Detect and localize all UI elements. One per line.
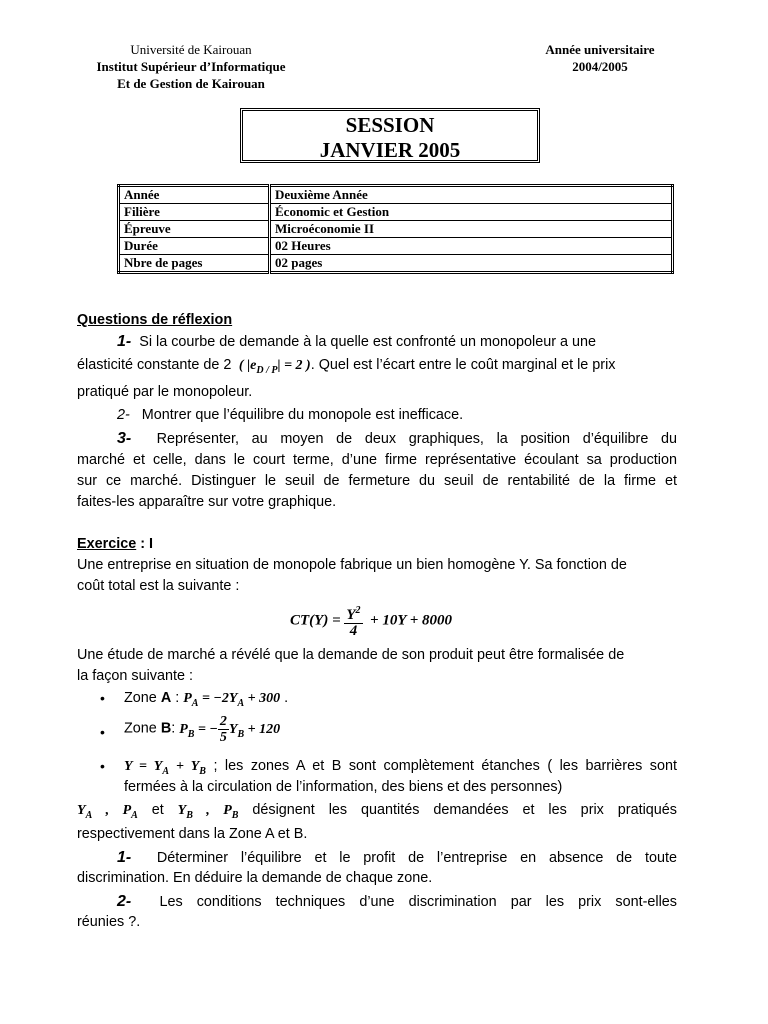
q2-text: Montrer que l’équilibre du monopole est inefficace. — [141, 407, 464, 423]
zone-b-label: Zone — [124, 720, 157, 737]
institution-header — [80, 41, 302, 92]
zone-a-label: Zone — [124, 690, 157, 706]
exercise-p1: Une entreprise en situation de monopole fabrique un bien homogène Y. Sa fonction de — [77, 557, 627, 573]
total-demand-formula: $Y = Y_A + Y_B$ — [124, 759, 206, 777]
q3-text-c: sur ce marché. Distinguer le seuil de fermeture du seuil de rentabilité de la firme et — [77, 473, 677, 489]
q3-text-a: Représenter, au moyen de deux graphiques, la position d’équilibre du — [156, 431, 678, 447]
bullet-icon: • — [100, 690, 105, 706]
q3-text-d: faites-les apparaître sur votre graphique. — [77, 494, 337, 510]
table-label: Filière — [119, 204, 270, 221]
zone-b-letter: B — [160, 720, 172, 737]
e1-line1 — [77, 847, 677, 870]
q1-text-b: élasticité constante de 2 — [77, 357, 232, 373]
cost-function-formula: CT(Y) = $\frac{Y^2}{4}$ + 10Y + 8000 — [290, 605, 452, 639]
q3-text-b: marché et celle, dans le court terme, d’une firme représentative écoulant sa production — [77, 452, 677, 468]
table-label: Année — [119, 186, 270, 204]
table-row — [119, 221, 673, 238]
exercise-p6: respectivement dans la Zone A et B. — [77, 826, 308, 842]
e1-text-b: discrimination. En déduire la demande de chaque zone. — [77, 870, 433, 886]
e2-text-b: réunies ?. — [77, 914, 141, 930]
table-row — [119, 204, 673, 221]
q1-text-d: pratiqué par le monopoleur. — [77, 384, 253, 400]
table-label: Durée — [119, 238, 270, 255]
yb-pb-symbols: $Y_B$ , $P_B$ — [177, 803, 239, 821]
q2-line — [77, 405, 677, 427]
questions-heading: Questions de réflexion — [77, 312, 233, 328]
e1-number: 1- — [117, 849, 132, 866]
table-label: Nbre de pages — [119, 255, 270, 273]
table-row — [119, 238, 673, 255]
q1-line2 — [77, 355, 677, 381]
bullet-icon: • — [100, 758, 105, 774]
exercise-p2: coût total est la suivante : — [77, 578, 240, 594]
year-value: 2004/2005 — [572, 59, 628, 74]
e2-number: 2- — [117, 893, 132, 910]
table-value: Microéconomie II — [270, 221, 673, 238]
exercise-heading — [77, 534, 677, 556]
q1-line1 — [77, 331, 677, 354]
exercise-p3: Une étude de marché a révélé que la demande de son produit peut être formalisée de — [77, 647, 625, 663]
academic-year-header — [512, 41, 688, 75]
q1-text-a: Si la courbe de demande à la quelle est confronté un monopoleur a une — [139, 334, 597, 350]
e1-text-a: Déterminer l’équilibre et le profit de l’entreprise en absence de toute — [156, 850, 678, 866]
q1-elasticity-formula: ( $|e_{D / P}| = 2$ ) — [235, 358, 311, 376]
table-value: 02 Heures — [270, 238, 673, 255]
table-value: 02 pages — [270, 255, 673, 273]
institute-name-1: Institut Supérieur d’Informatique — [96, 59, 286, 74]
session-box — [240, 108, 540, 163]
exam-info-table — [117, 184, 674, 274]
zone-b-demand: Zone B: $P_B$ = − $\frac{2}{5}$ $Y_B + 120$ — [124, 714, 281, 745]
q2-number: 2- — [117, 407, 130, 423]
institute-name-2: Et de Gestion de Kairouan — [117, 76, 265, 91]
q3-line1 — [77, 428, 677, 451]
exercise-p5 — [77, 800, 677, 826]
session-line2: JANVIER 2005 — [319, 138, 461, 162]
e2-line1 — [77, 891, 677, 914]
zone-a-demand: Zone A : $P_A = -2Y_A + 300$ . — [124, 690, 289, 709]
year-label: Année universitaire — [545, 42, 655, 57]
zone-a-letter: A — [160, 690, 172, 706]
bullet-3-text: ; les zones A et B sont complètement étanches ( les barrières sont — [213, 758, 677, 774]
q1-number: 1- — [117, 333, 132, 350]
exercise-p5-and: et — [151, 802, 164, 818]
session-line1: SESSION — [345, 113, 435, 137]
table-label: Épreuve — [119, 221, 270, 238]
zone-b-formula: $P_B$ = − $\frac{2}{5}$ $Y_B + 120$ — [179, 714, 281, 745]
e2-text-a: Les conditions techniques d’une discrimination par les prix sont-elles — [159, 894, 677, 910]
bullet-3-text2: fermées à la circulation de l’information, des biens et des personnes) — [124, 779, 563, 795]
table-row — [119, 255, 673, 273]
exercise-number: : I — [140, 536, 154, 552]
table-row — [119, 186, 673, 204]
table-value: Deuxième Année — [270, 186, 673, 204]
exercise-p5-end: désignent les quantités demandées et les prix pratiqués — [252, 802, 677, 818]
ya-pa-symbols: $Y_A$ , $P_A$ — [77, 803, 138, 821]
zone-a-formula: $P_A = -2Y_A + 300$ — [183, 691, 281, 709]
q1-text-c: . Quel est l’écart entre le coût marginal et le prix — [310, 357, 616, 373]
exercise-title: Exercice — [77, 536, 137, 552]
bullet-icon: • — [100, 724, 105, 740]
table-value: Économic et Gestion — [270, 204, 673, 221]
q3-number: 3- — [117, 430, 132, 447]
university-name: Université de Kairouan — [130, 42, 252, 57]
exercise-p4: la façon suivante : — [77, 668, 193, 684]
